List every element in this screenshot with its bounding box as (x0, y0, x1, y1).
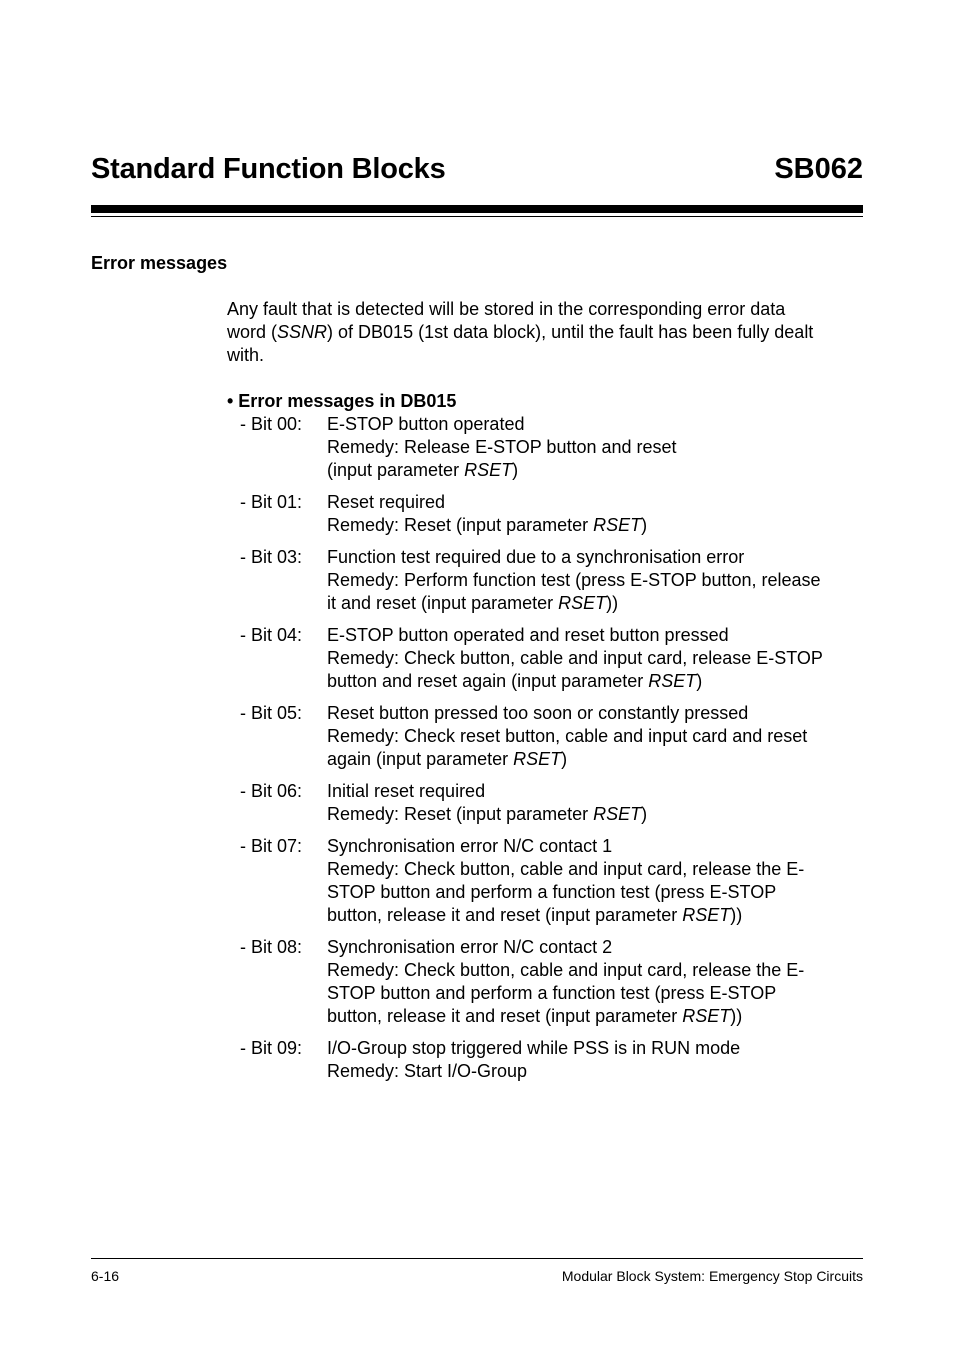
error-bit-label: - Bit 06: (240, 781, 303, 801)
error-entry (227, 702, 863, 771)
page-title: Standard Function Blocks (91, 153, 446, 185)
error-bit-label: - Bit 04: (240, 625, 303, 645)
error-description-line: Remedy: Perform function test (press E-STOP button, release (327, 570, 821, 590)
error-description-line: E-STOP button operated (327, 414, 525, 434)
error-bit-label: - Bit 05: (240, 703, 303, 723)
section-heading: Error messages (91, 253, 228, 273)
list-heading: • Error messages in DB015 (227, 391, 457, 411)
error-description (327, 1037, 863, 1083)
parameter-name: RSET (593, 515, 642, 535)
error-description (327, 936, 863, 1028)
error-description (327, 835, 863, 927)
header-rule-thick (91, 205, 863, 213)
error-description-line: button, release it and reset (input parameter RSET)) (327, 905, 743, 925)
error-description-line: button, release it and reset (input parameter RSET)) (327, 1006, 743, 1026)
header-rule-thin (91, 216, 863, 217)
error-entry (227, 936, 863, 1028)
intro-line: Any fault that is detected will be stored in the corresponding error data (227, 299, 786, 319)
error-description-line: Remedy: Reset (input parameter RSET) (327, 804, 648, 824)
error-description-line: I/O-Group stop triggered while PSS is in RUN mode (327, 1038, 741, 1058)
error-entry (227, 780, 863, 826)
error-entry (227, 546, 863, 615)
parameter-name: RSET (558, 593, 607, 613)
error-description-line: it and reset (input parameter RSET)) (327, 593, 619, 613)
parameter-name: RSET (682, 1006, 731, 1026)
error-bit-label: - Bit 07: (240, 836, 303, 856)
page-number: 6-16 (91, 1268, 120, 1284)
error-description-line: again (input parameter RSET) (327, 749, 568, 769)
error-bit-label: - Bit 03: (240, 547, 303, 567)
parameter-name: RSET (593, 804, 642, 824)
parameter-name: SSNR (277, 322, 328, 342)
error-description-line: Reset required (327, 492, 446, 512)
error-description-line: (input parameter RSET) (327, 460, 519, 480)
document-title: Modular Block System: Emergency Stop Circuits (561, 1268, 863, 1284)
error-description (327, 491, 863, 537)
error-bit-label: - Bit 09: (240, 1038, 303, 1058)
footer-rule (91, 1258, 863, 1259)
error-description-line: Initial reset required (327, 781, 486, 801)
parameter-name: RSET (513, 749, 562, 769)
error-entry (227, 413, 863, 482)
error-description-line: E-STOP button operated and reset button pressed (327, 625, 729, 645)
error-description-line: Reset button pressed too soon or constantly pressed (327, 703, 749, 723)
intro-paragraph (227, 298, 863, 367)
error-description-line: Synchronisation error N/C contact 2 (327, 937, 613, 957)
error-description-line: Remedy: Check reset button, cable and input card and reset (327, 726, 808, 746)
error-entry (227, 1037, 863, 1083)
error-description-line: button and reset again (input parameter RSET) (327, 671, 703, 691)
error-entry (227, 491, 863, 537)
error-bit-label: - Bit 01: (240, 492, 303, 512)
error-description-line: Function test required due to a synchronisation error (327, 547, 745, 567)
error-description-line: Remedy: Reset (input parameter RSET) (327, 515, 648, 535)
error-description (327, 702, 863, 771)
error-description-line: Remedy: Release E-STOP button and reset (327, 437, 677, 457)
error-description (327, 780, 863, 826)
error-description (327, 624, 863, 693)
error-description-line: Remedy: Check button, cable and input card, release the E- (327, 859, 805, 879)
error-description-line: STOP button and perform a function test (press E-STOP (327, 983, 777, 1003)
error-description-line: Remedy: Start I/O-Group (327, 1061, 528, 1081)
parameter-name: RSET (682, 905, 731, 925)
error-description (327, 546, 863, 615)
error-description-line: Remedy: Check button, cable and input card, release E-STOP (327, 648, 823, 668)
error-entry (227, 624, 863, 693)
intro-line: word (SSNR) of DB015 (1st data block), until the fault has been fully dealt (227, 322, 814, 342)
parameter-name: RSET (648, 671, 697, 691)
error-bit-label: - Bit 00: (240, 414, 303, 434)
error-description-line: STOP button and perform a function test (press E-STOP (327, 882, 777, 902)
error-entry (227, 835, 863, 927)
block-code: SB062 (774, 153, 863, 185)
error-description-line: Remedy: Check button, cable and input card, release the E- (327, 960, 805, 980)
error-description-line: Synchronisation error N/C contact 1 (327, 836, 613, 856)
error-bit-label: - Bit 08: (240, 937, 303, 957)
parameter-name: RSET (464, 460, 513, 480)
error-list (227, 413, 863, 1092)
error-description (327, 413, 863, 482)
intro-line: with. (227, 345, 265, 365)
